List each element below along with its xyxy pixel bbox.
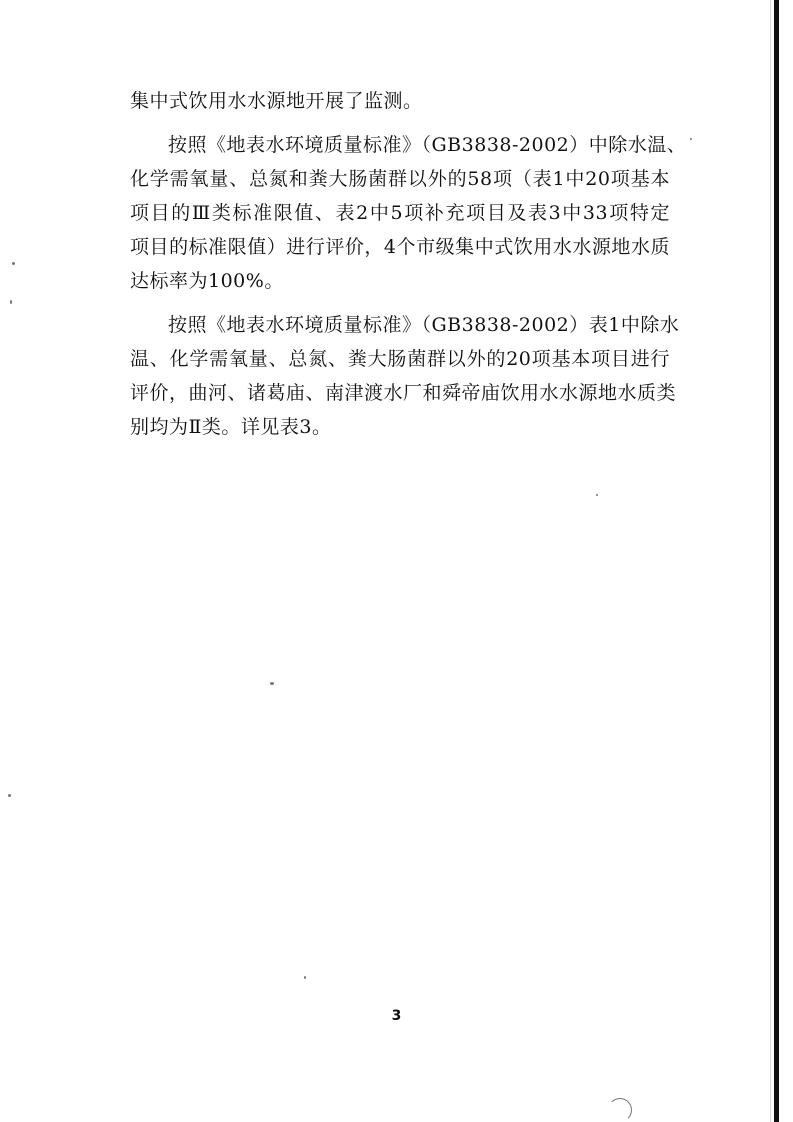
paragraph-2-line-5: 达标率为100%。 [130,270,284,292]
scan-edge-shadow [774,0,779,1122]
scan-speck [596,494,598,496]
paragraph-2-line-4: 项目的标准限值）进行评价，4个市级集中式饮用水水源地水质 [130,236,670,258]
paragraph-3-line-1: 按照《地表水环境质量标准》（GB3838-2002）表1中除水 [168,314,680,336]
scan-speck [304,976,306,979]
page-number: 3 [391,1008,402,1024]
paragraph-2-line-1: 按照《地表水环境质量标准》（GB3838-2002）中除水温、 [168,134,687,156]
scan-corner-mark [608,1098,632,1122]
scan-speck [270,682,274,685]
scan-speck [8,794,11,797]
body-text [130,84,687,444]
paragraph-1-line-1: 集中式饮用水水源地开展了监测。 [130,90,423,112]
scan-speck [690,138,692,140]
paragraph-2-line-2: 化学需氧量、总氮和粪大肠菌群以外的58项（表1中20项基本 [130,168,670,190]
paragraph-3-line-3: 评价，曲河、诸葛庙、南津渡水厂和舜帝庙饮用水水源地水质类 [130,382,677,404]
scan-edge-line [770,0,771,1122]
scan-speck [12,262,15,265]
paragraph-2-line-3: 项目的Ⅲ类标准限值、表2中5项补充项目及表3中33项特定 [130,202,670,224]
paragraph-3-line-2: 温、化学需氧量、总氮、粪大肠菌群以外的20项基本项目进行 [130,348,670,370]
scan-speck [10,300,12,304]
paragraph-3-line-4: 别均为Ⅱ类。详见表3。 [130,416,332,438]
